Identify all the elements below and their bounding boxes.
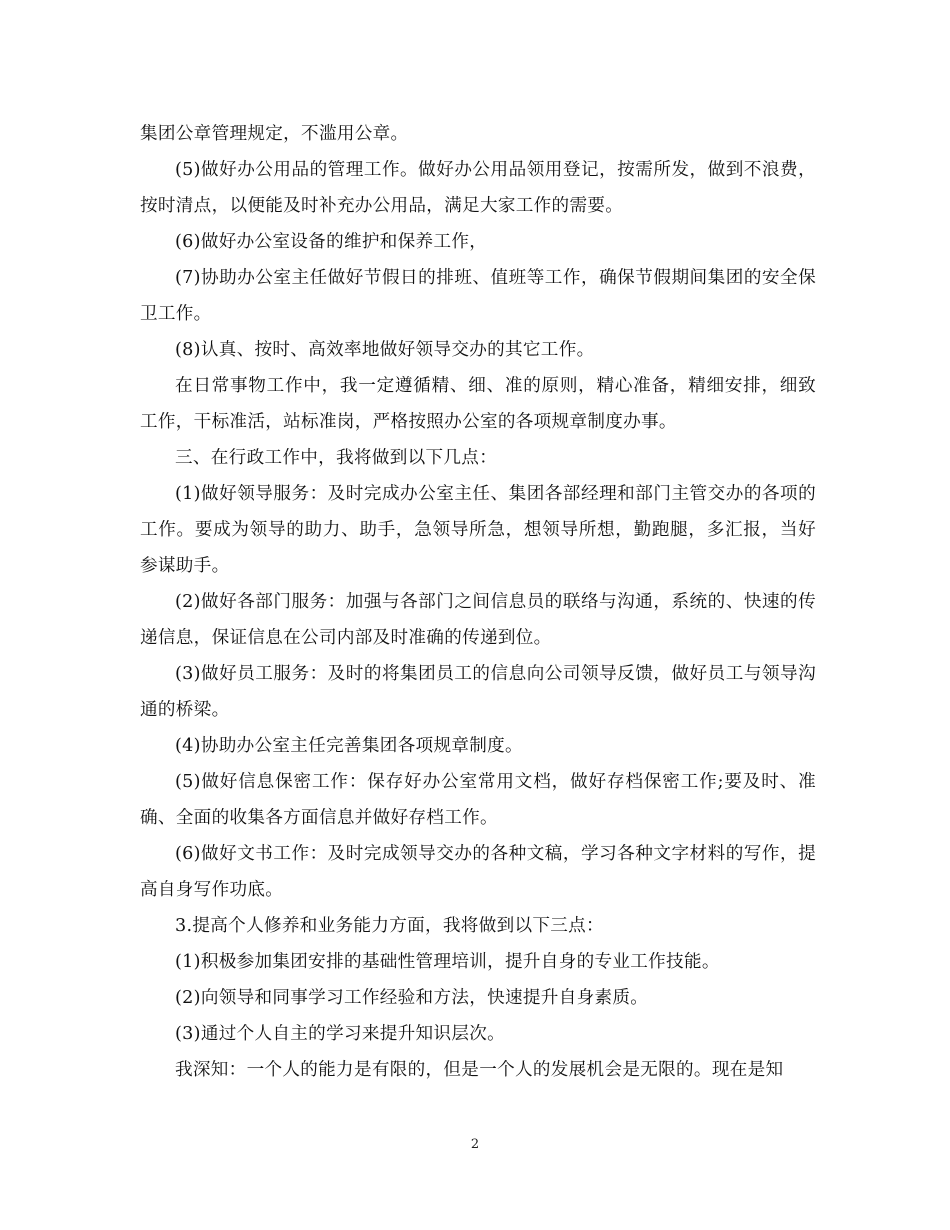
section-heading: 3.提高个人修养和业务能力方面，我将做到以下三点： [175, 916, 604, 936]
paragraph: (3)通过个人自主的学习来提升知识层次。 [175, 1024, 506, 1044]
paragraph: 集团公章管理规定，不滥用公章。 [140, 124, 409, 144]
paragraph: (8)认真、按时、高效率地做好领导交办的其它工作。 [175, 340, 595, 360]
paragraph: 我深知：一个人的能力是有限的，但是一个人的发展机会是无限的。现在是知 [175, 1060, 784, 1080]
paragraph: (7)协助办公室主任做好节假日的排班、值班等工作，确保节假期间集团的安全保卫工作。 [140, 268, 816, 324]
paragraph: (6)做好办公室设备的维护和保养工作， [175, 232, 488, 252]
paragraph: (2)做好各部门服务：加强与各部门之间信息员的联络与沟通，系统的、快速的传递信息，保证信息在公司内部及时准确的传递到位。 [140, 592, 816, 648]
paragraph: (1)做好领导服务：及时完成办公室主任、集团各部经理和部门主管交办的各项的工作。要成为领导的助力、助手，急领导所急，想领导所想，勤跑腿，多汇报，当好参谋助手。 [140, 484, 816, 576]
paragraph: (4)协助办公室主任完善集团各项规章制度。 [175, 736, 523, 756]
paragraph: 在日常事物工作中，我一定遵循精、细、准的原则，精心准备，精细安排，细致工作，干标准活，站标准岗，严格按照办公室的各项规章制度办事。 [140, 376, 816, 432]
document-body [140, 116, 816, 1088]
paragraph: (5)做好信息保密工作：保存好办公室常用文档，做好存档保密工作;要及时、准确、全面的收集各方面信息并做好存档工作。 [140, 772, 816, 828]
paragraph: (6)做好文书工作：及时完成领导交办的各种文稿，学习各种文字材料的写作，提高自身写作功底。 [140, 844, 816, 900]
paragraph: (1)积极参加集团安排的基础性管理培训，提升自身的专业工作技能。 [175, 952, 720, 972]
paragraph: (3)做好员工服务：及时的将集团员工的信息向公司领导反馈，做好员工与领导沟通的桥梁。 [140, 664, 816, 720]
paragraph: (2)向领导和同事学习工作经验和方法，快速提升自身素质。 [175, 988, 649, 1008]
paragraph: (5)做好办公用品的管理工作。做好办公用品领用登记，按需所发，做到不浪费，按时清点，以便能及时补充办公用品，满足大家工作的需要。 [140, 160, 816, 216]
section-heading: 三、在行政工作中，我将做到以下几点： [175, 448, 498, 468]
page-number: 2 [470, 1137, 480, 1152]
